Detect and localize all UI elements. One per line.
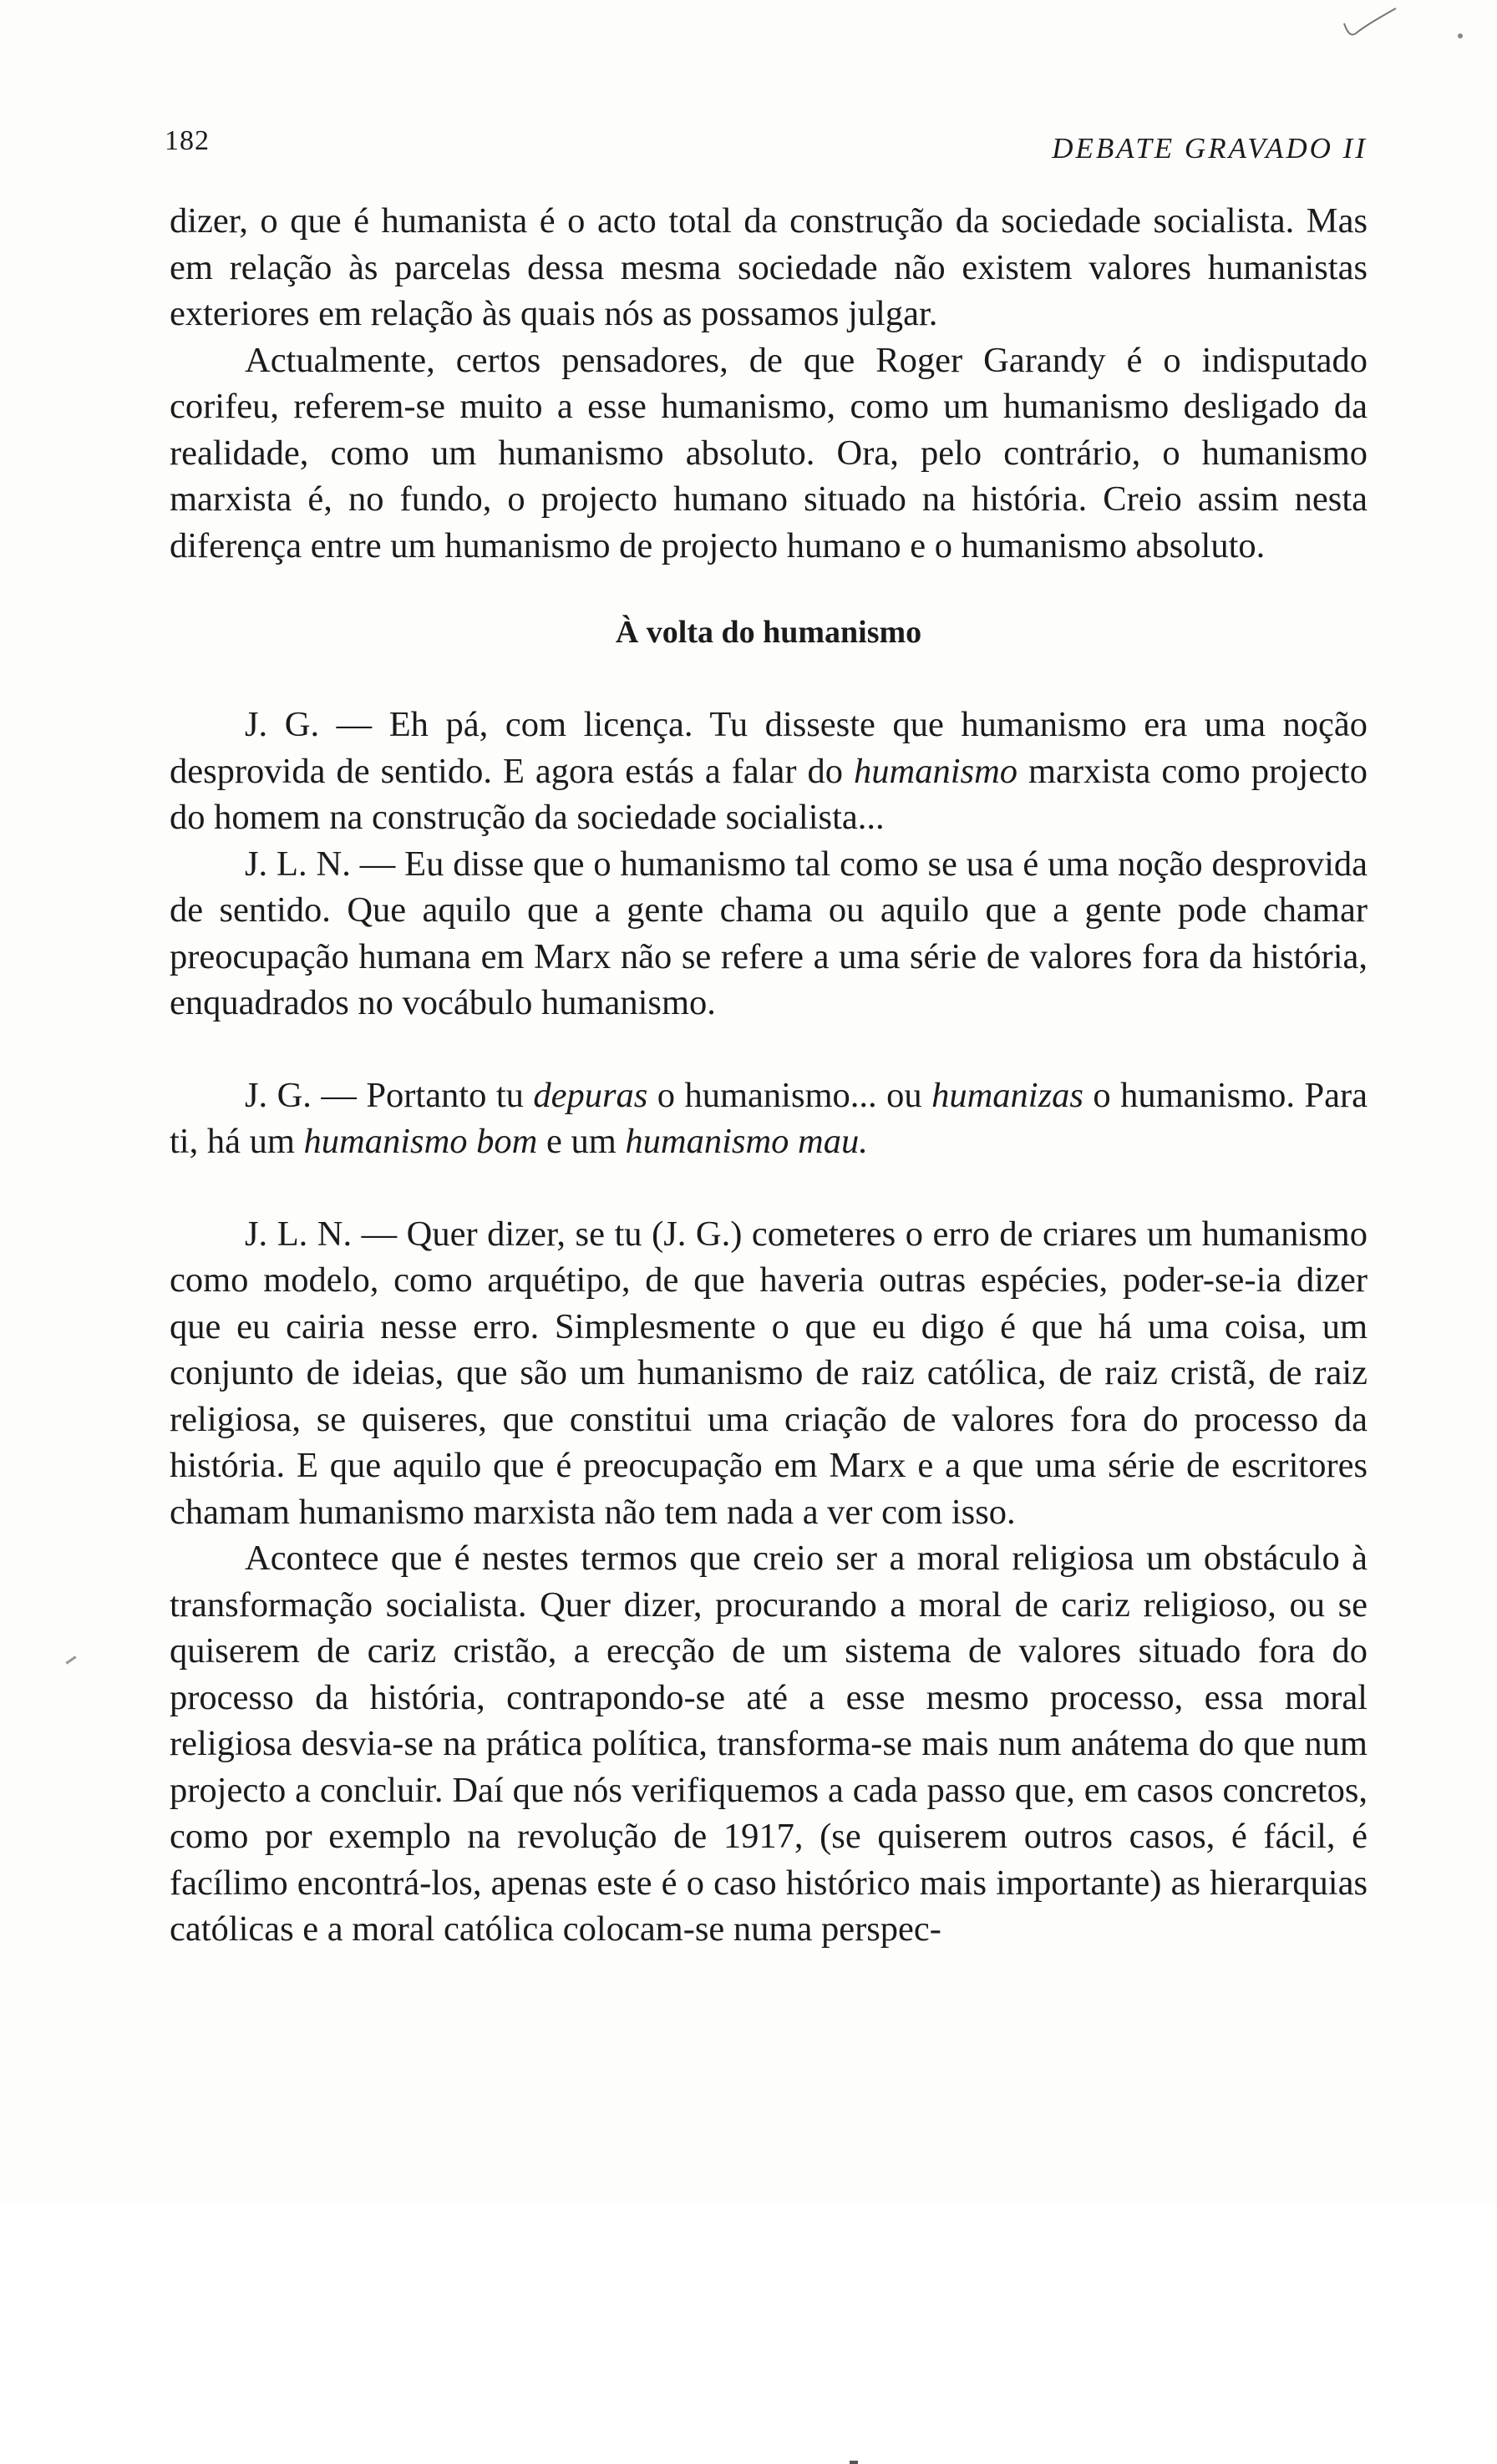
paragraph-gap	[170, 1027, 1368, 1072]
text-run: o humanismo. Para ti, há um	[170, 1075, 1368, 1161]
paragraph-jg-question	[170, 702, 1368, 841]
paragraph-jg-depuras	[170, 1072, 1368, 1165]
paragraph-acontece: Acontece que é nestes termos que creio ser a moral religiosa um obstáculo à transformação socialista. Quer dizer, procurando a moral de cariz religioso, ou se quiserem de cariz cristão, a erecção de um sistema de valores situado fora do processo da história, contrapondo-se até a esse mesmo processo, essa moral religiosa desvia-se na prática política, transforma-se mais num anátema do que num projecto a concluir. Daí que nós verifiquemos a cada passo que, em casos concretos, como por exemplo na revolução de 1917, (se quiserem outros casos, é fácil, é facílimo encontrá-los, apenas este é o caso histórico mais importante) as hierarquias católicas e a moral católica colocam-se numa perspec-	[170, 1539, 1368, 1949]
emphasis: depuras	[533, 1075, 648, 1115]
paragraph-jln-answer: J. L. N. — Eu disse que o humanismo tal como se usa é uma noção desprovida de sentido. Que aquilo que a gente chama ou aquilo que a gente pode chamar preocupação humana em Marx não se refere a uma série de valores fora da história, enquadrados no vocábulo humanismo.	[170, 844, 1368, 1022]
emphasis: humanizas	[931, 1075, 1083, 1115]
paragraph-continuation: dizer, o que é humanista é o acto total da construção da sociedade socialista. Mas em relação às parcelas dessa mesma sociedade não existem valores humanistas exteriores em relação às quais nós as possamos julgar.	[170, 201, 1368, 333]
underline-mark	[850, 2461, 858, 2464]
pen-stroke-icon	[1341, 5, 1399, 45]
margin-dot	[1458, 33, 1463, 38]
margin-tick	[65, 1655, 76, 1664]
text-run: o humanismo... ou	[647, 1075, 932, 1115]
corner-pen-mark	[1341, 5, 1399, 45]
running-head: DEBATE GRAVADO II	[1052, 132, 1368, 165]
page-number: 182	[165, 125, 210, 156]
paragraph-jln-quer-dizer: J. L. N. — Quer dizer, se tu (J. G.) cometeres o erro de criares um humanismo como modelo, como arquétipo, de que haveria outras espécies, poder-se-ia dizer que eu cairia nesse erro. Simplesmente o que eu digo é que há uma coisa, um conjunto de ideias, que são um humanismo de raiz católica, de raiz cristã, de raiz religiosa, se quiseres, que constitui uma criação de valores fora do processo da história. E que aquilo que é preocupação em Marx e a que uma série de escritores chamam humanismo marxista não tem nada a ver com isso.	[170, 1214, 1368, 1532]
text-run: J. G. — Eh pá, com licença. Tu disseste que humanismo era uma noção desprovida de sentido. E agora estás a falar do	[170, 705, 1368, 791]
body-text	[170, 198, 1368, 1953]
text-run: marxista como projecto do homem na construção da sociedade socialista...	[170, 751, 1368, 837]
emphasis: humanismo mau.	[625, 1122, 868, 1161]
paragraph-gap	[170, 1165, 1368, 1211]
paragraph-garaudy: Actualmente, certos pensadores, de que Roger Garandy é o indisputado corifeu, referem-se muito a esse humanismo, como um humanismo desligado da realidade, como um humanismo absoluto. Ora, pelo contrário, o humanismo marxista é, no fundo, o projecto humano situado na história. Creio assim nesta diferença entre um humanismo de projecto humano e o humanismo absoluto.	[170, 340, 1368, 565]
page-header	[165, 125, 1368, 175]
section-heading: À volta do humanismo	[615, 615, 922, 650]
emphasis: humanismo bom	[303, 1122, 538, 1161]
text-run: e um	[537, 1122, 626, 1161]
text-run: J. G. — Portanto tu	[245, 1075, 534, 1115]
emphasis: humanismo	[854, 751, 1018, 791]
